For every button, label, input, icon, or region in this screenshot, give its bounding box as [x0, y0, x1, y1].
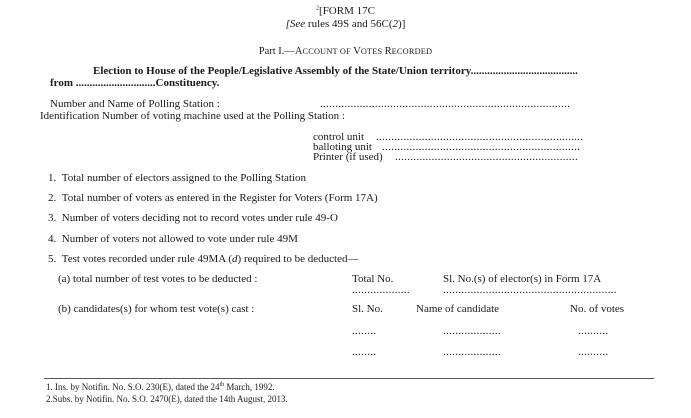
col-slno-elector: Sl. No.(s) of elector(s) in Form 17A	[443, 273, 602, 285]
item-3-text: Number of voters deciding not to record votes under rule 49-O	[61, 212, 338, 224]
part-v2: OTES	[360, 47, 385, 56]
item-1-num: 1.	[48, 172, 57, 184]
item-4-num: 4.	[48, 233, 57, 245]
col-total-no: Total No.	[352, 273, 394, 285]
item-5-num: 5.	[48, 253, 57, 265]
footnote-2	[46, 394, 288, 404]
row-1-votes-dots: ..........	[578, 325, 609, 337]
footnote-divider	[44, 378, 654, 379]
part-prefix: Part I.—	[258, 46, 295, 57]
item-5-text-d: d	[232, 253, 238, 265]
election-line-1: Election to House of the People/Legislative Assembly of the State/Union territory.......................................	[93, 65, 578, 77]
part-a1: A	[294, 46, 303, 57]
row-2-votes-dots: ..........	[578, 346, 609, 358]
polling-station-dots: ..................................................................................	[320, 98, 571, 110]
election-line-2: from .............................Constituency.	[50, 77, 220, 89]
footnote-1-post: March, 1992.	[224, 382, 275, 392]
item-3	[48, 212, 338, 224]
rules-text: rules 49S and 56C(	[305, 18, 393, 30]
col-candidate-name: Name of candidate	[416, 303, 500, 315]
test-votes-b-label: (b) candidates(s) for whom test vote(s) cast :	[58, 303, 255, 315]
col-no-of-votes: No. of votes	[570, 303, 625, 315]
item-4	[48, 233, 298, 245]
row-1-name-dots: ...................	[443, 325, 501, 337]
item-5-text-a: Test votes recorded under rule 49MA (	[61, 253, 233, 265]
polling-station-label: Number and Name of Polling Station :	[50, 98, 220, 110]
form-title	[0, 5, 691, 17]
form-title-text: [FORM 17C	[319, 5, 375, 17]
item-5-text-b: ) required to be deducted—	[237, 253, 359, 265]
item-2-num: 2.	[48, 192, 57, 204]
part-v1: V	[353, 46, 361, 57]
printer-label: Printer (if used)	[313, 151, 383, 163]
slno-elector-dots: .........................................................	[443, 284, 617, 296]
item-2-text: Total number of voters as entered in the Register for Voters (Form 17A)	[61, 192, 378, 204]
total-no-dots: ...................	[352, 284, 410, 296]
col-sl-no: Sl. No.	[352, 303, 383, 315]
item-2	[48, 192, 378, 204]
printer-dots: ............................................................	[395, 151, 578, 163]
item-1	[48, 172, 306, 184]
item-1-text: Total number of electors assigned to the Polling Station	[61, 172, 306, 184]
footnote-1-pre: 1. Ins. by Notifin. No. S.O. 230(E), dated the 24	[46, 382, 220, 392]
row-2-name-dots: ...................	[443, 346, 501, 358]
footnote-1	[46, 382, 275, 392]
balloting-unit-label: balloting unit	[313, 141, 372, 153]
rules-see: [See	[285, 18, 306, 30]
machine-id-label: Identification Number of voting machine used at the Polling Station :	[40, 110, 345, 122]
item-4-text: Number of voters not allowed to vote under rule 49M	[61, 233, 298, 245]
rules-reference	[0, 18, 691, 30]
part-r1: R	[384, 46, 392, 57]
item-3-num: 3.	[48, 212, 57, 224]
part-a2: CCOUNT OF	[302, 47, 354, 56]
row-2-sl-dots: ........	[352, 346, 377, 358]
footnote-1-sup: th	[219, 382, 225, 388]
part-r2: ECORDED	[391, 47, 433, 56]
rules-suffix: )]	[398, 18, 406, 30]
rules-num: 2	[392, 18, 399, 30]
balloting-unit-dots: .................................................................	[382, 141, 581, 153]
footnote-2-text: 2.Subs. by Notifin. No. S.O. 2470(E), dated the 14th August, 2013.	[46, 394, 288, 404]
control-unit-label: control unit	[313, 131, 365, 143]
row-1-sl-dots: ........	[352, 325, 377, 337]
footnote-mark: 2	[316, 5, 320, 12]
item-5	[48, 253, 359, 265]
test-votes-a-label: (a) total number of test votes to be deducted :	[58, 273, 258, 285]
part-heading	[0, 41, 691, 59]
control-unit-dots: ....................................................................	[376, 131, 584, 143]
